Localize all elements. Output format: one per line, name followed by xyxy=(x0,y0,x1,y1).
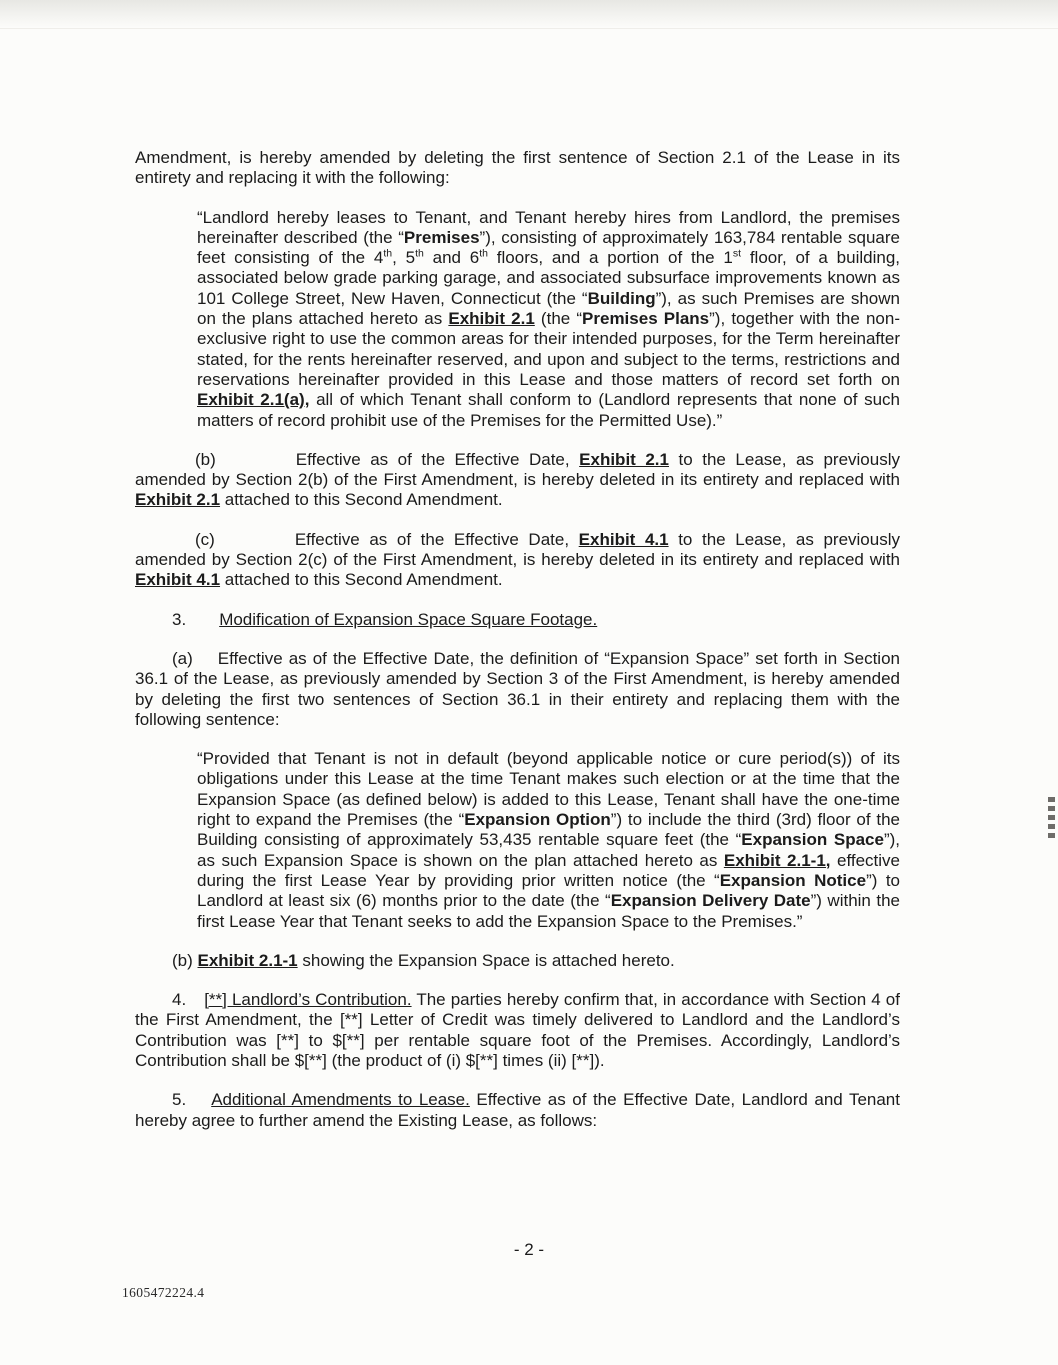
text-run: ”), consisting of approximately 163,784 rentable square feet consisting of the 4 xyxy=(197,227,900,268)
text-run: all of which Tenant shall conform to (Landlord represents that none of such matters of record prohibit use of the Premises for the Permitted Use).” xyxy=(197,390,900,430)
section-5-additional-amendments xyxy=(135,1090,900,1131)
emphasis-text: Modification of Expansion Space Square Footage. xyxy=(219,609,598,629)
emphasis-text: Additional Amendments to Lease. xyxy=(211,1090,470,1110)
emphasis-text: Exhibit 4.1 xyxy=(578,529,669,549)
emphasis-text: Expansion Option xyxy=(464,810,611,830)
emphasis-text: Expansion Delivery Date xyxy=(610,891,811,911)
text-run: st xyxy=(732,247,742,260)
text-run: , 5 xyxy=(392,248,416,268)
text-run: attached to this Second Amendment. xyxy=(220,570,503,590)
text-run: (c) xyxy=(195,529,215,549)
text-run: ”), as such Expansion Space is shown on the plan attached hereto as xyxy=(197,830,900,870)
emphasis-text: Exhibit 2.1 xyxy=(579,449,669,469)
section-3-heading xyxy=(135,610,900,630)
paragraph-b-exhibit-2-1 xyxy=(135,450,900,511)
text-run: (b) xyxy=(172,950,198,970)
text-run: th xyxy=(383,247,393,260)
emphasis-text: Exhibit 2.1-1 xyxy=(197,950,298,970)
text-run: 5. xyxy=(172,1090,187,1110)
text-run: 4. xyxy=(172,990,187,1010)
emphasis-text: Exhibit 2.1-1, xyxy=(723,850,831,870)
text-run: Amendment, is hereby amended by deleting the first sentence of Section 2.1 of the Lease in its entirety and replacing it with the following: xyxy=(135,148,900,188)
blockquote-premises-definition xyxy=(197,208,900,431)
emphasis-text: Exhibit 4.1 xyxy=(135,570,221,590)
text-run: ”), together with the non-exclusive right to use the common areas for their intended purposes, for the Term hereinafter stated, for the rents hereinafter reserved, and upon and subject to the terms, restrictions and reservations hereinafter provided in this Lease and those matters of record set forth on xyxy=(197,309,900,389)
text-run: Effective as of the Effective Date, the definition of “Expansion Space” set forth in Section 36.1 of the Lease, as previously amended by Section 3 of the First Amendment, is hereby amended by deleting the first two sentences of Section 36.1 in their entirety and replacing them with the following sentence: xyxy=(135,648,900,729)
emphasis-text: Expansion Notice xyxy=(719,870,867,890)
document-body xyxy=(135,148,900,1150)
scan-artifact xyxy=(1048,797,1055,839)
paragraph-amendment-intro xyxy=(135,148,900,189)
text-run: th xyxy=(415,247,424,260)
emphasis-text: Exhibit 2.1(a), xyxy=(197,390,310,410)
text-run: and 6 xyxy=(423,248,480,268)
scanner-edge-shadow xyxy=(0,0,1058,29)
text-run: floor, of a building, associated below grade parking garage, and associated subsurface improvements known as 101 College Street, New Haven, Connecticut (the “ xyxy=(197,248,901,308)
emphasis-text: Building xyxy=(587,288,656,308)
text-run: effective during the first Lease Year by providing prior written notice (the “ xyxy=(197,850,900,890)
text-run: Effective as of the Effective Date, xyxy=(294,529,579,549)
text-run: to the Lease, as previously amended by Section 2(b) of the First Amendment, is hereby deleted in its entirety and replaced with xyxy=(135,449,900,490)
text-run: floors, and a portion of the 1 xyxy=(488,248,733,268)
blockquote-expansion-option xyxy=(197,749,900,932)
page-number: - 2 - xyxy=(513,1240,545,1259)
paragraph-b-exhibit-2-1-1 xyxy=(135,951,900,971)
text-run: th xyxy=(479,247,489,260)
text-run: 3. xyxy=(172,609,187,629)
text-run: showing the Expansion Space is attached hereto. xyxy=(297,950,675,970)
emphasis-text: Exhibit 2.1 xyxy=(135,490,221,510)
text-run: Effective as of the Effective Date, Landlord and Tenant hereby agree to further amend the Existing Lease, as follows: xyxy=(135,1090,900,1130)
emphasis-text: Exhibit 2.1 xyxy=(448,309,535,329)
text-run: ”) to Landlord at least six (6) months prior to the date (the “ xyxy=(197,870,900,911)
text-run: ”) within the first Lease Year that Tenant seeks to add the Expansion Space to the Premises.” xyxy=(197,891,900,931)
emphasis-text: Premises Plans xyxy=(582,309,710,329)
text-run: (b) xyxy=(195,449,216,469)
emphasis-text: [**] Landlord’s Contribution. xyxy=(204,990,412,1010)
text-run: ”), as such Premises are shown on the plans attached hereto as xyxy=(197,288,900,329)
section-4-landlords-contribution xyxy=(135,990,900,1071)
emphasis-text: Premises xyxy=(403,227,480,247)
text-run: The parties hereby confirm that, in accordance with Section 4 of the First Amendment, the [**] Letter of Credit was timely delivered to Landlord and the Landlord’s Contribution was [**] to $[**] per rentable square foot of the Premises. Accordingly, Landlord’s Contribution shall be $[**] (the product of (i) $[**] times (ii) [**]). xyxy=(135,990,900,1070)
text-run: (the “ xyxy=(534,309,583,329)
text-run: ”) to include the third (3rd) floor of the Building consisting of approximately 53,435 rentable square feet (the “ xyxy=(197,810,901,850)
emphasis-text: Expansion Space xyxy=(741,830,884,850)
text-run: (a) xyxy=(172,648,193,668)
paragraph-a-expansion-space xyxy=(135,649,900,730)
text-run: Effective as of the Effective Date, xyxy=(295,449,580,469)
text-run: “Landlord hereby leases to Tenant, and Tenant hereby hires from Landlord, the premises hereinafter described (the “ xyxy=(197,207,900,247)
text-run: “Provided that Tenant is not in default (beyond applicable notice or cure period(s)) of its obligations under this Lease at the time Tenant makes such election or at the time that the Expansion Space (as defined below) is added to this Lease, Tenant shall have the one-time right to expand the Premises (the “ xyxy=(197,749,900,830)
paragraph-c-exhibit-4-1 xyxy=(135,530,900,591)
text-run: to the Lease, as previously amended by Section 2(c) of the First Amendment, is hereby deleted in its entirety and replaced with xyxy=(135,529,900,570)
text-run: attached to this Second Amendment. xyxy=(220,490,503,510)
document-control-number: 1605472224.4 xyxy=(122,1285,205,1300)
